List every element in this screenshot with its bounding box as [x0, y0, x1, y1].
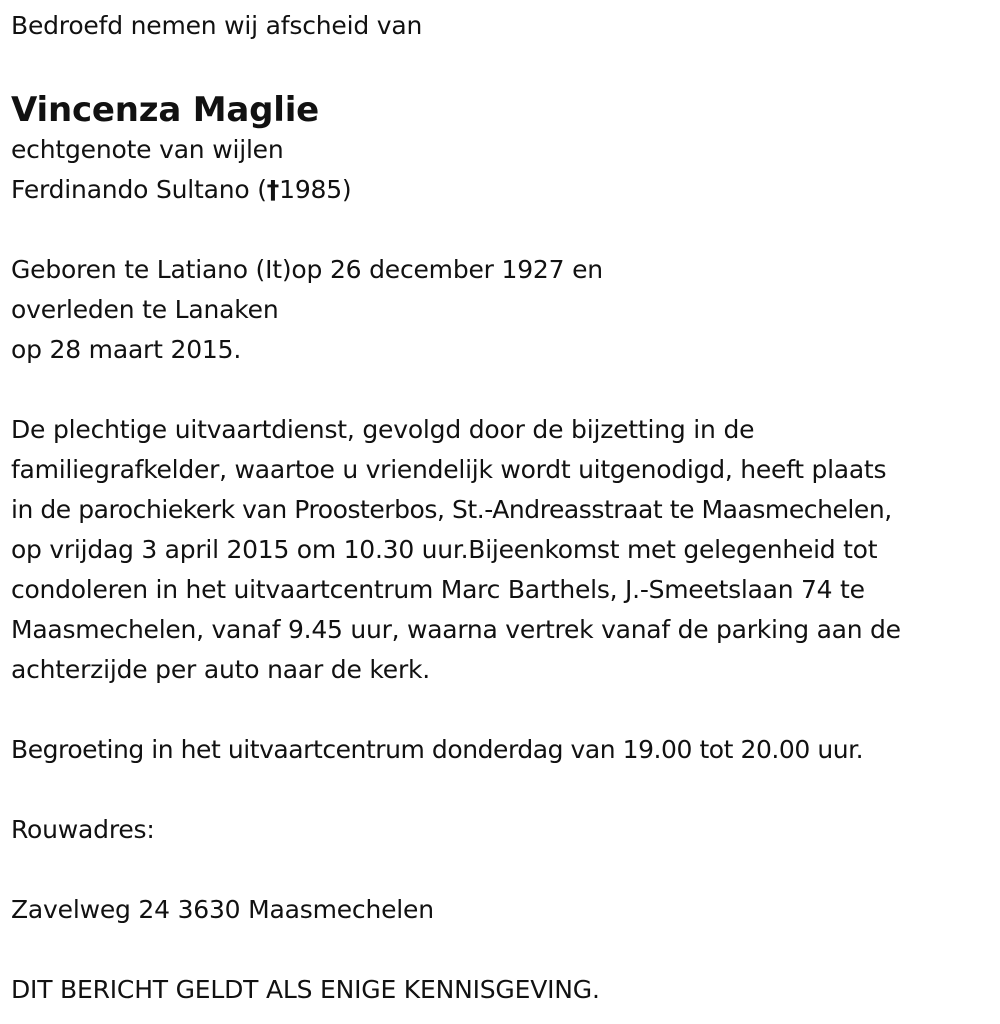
spouse-line: [11, 170, 996, 210]
mourning-address-label: Rouwadres:: [11, 815, 155, 844]
service-line-6: Maasmechelen, vanaf 9.45 uur, waarna vertrek vanaf de parking aan de: [11, 615, 901, 644]
spouse-death-year: 1985): [279, 175, 352, 204]
service-line-5: condoleren in het uitvaartcentrum Marc Barthels, J.-Smeetslaan 74 te: [11, 575, 865, 604]
birth-line: Geboren te Latiano (It)op 26 december 1927 en: [11, 255, 603, 284]
cross-icon: †: [266, 175, 280, 204]
spouse-name: Ferdinando Sultano (: [11, 175, 267, 204]
death-place-line: overleden te Lanaken: [11, 295, 279, 324]
service-block: [11, 410, 996, 690]
service-line-7: achterzijde per auto naar de kerk.: [11, 655, 431, 684]
obituary-notice: [11, 0, 996, 1010]
death-date-line: op 28 maart 2015.: [11, 335, 242, 364]
notice-text: DIT BERICHT GELDT ALS ENIGE KENNISGEVING.: [11, 975, 600, 1004]
service-line-3: in de parochiekerk van Proosterbos, St.-Andreasstraat te Maasmechelen,: [11, 495, 892, 524]
greeting-text: Begroeting in het uitvaartcentrum donderdag van 19.00 tot 20.00 uur.: [11, 735, 864, 764]
relation-text: echtgenote van wijlen: [11, 135, 284, 164]
service-line-2: familiegrafkelder, waartoe u vriendelijk wordt uitgenodigd, heeft plaats: [11, 455, 887, 484]
birth-death-block: [11, 250, 996, 370]
service-line-1: De plechtige uitvaartdienst, gevolgd door de bijzetting in de: [11, 415, 755, 444]
deceased-name: Vincenza Maglie: [11, 90, 320, 130]
mourning-address: Zavelweg 24 3630 Maasmechelen: [11, 895, 434, 924]
intro-text: Bedroefd nemen wij afscheid van: [11, 11, 423, 40]
service-line-4: op vrijdag 3 april 2015 om 10.30 uur.Bijeenkomst met gelegenheid tot: [11, 535, 878, 564]
